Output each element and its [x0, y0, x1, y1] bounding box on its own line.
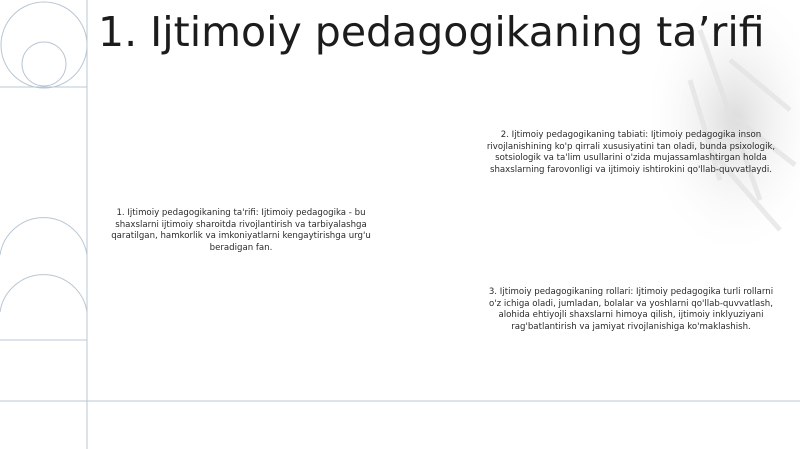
slide-title: 1. Ijtimoiy pedagogikaning ta’rifi	[98, 8, 765, 56]
text-block-definition: 1. Ijtimoiy pedagogikaning ta'rifi: Ijtimoiy pedagogika - bu shaxslarni ijtimoiy sharoitda rivojlantirish va tarbiyalashga qaratilgan, hamkorlik va imkoniyatlarni kengaytirishga urg'u beradigan fan.	[111, 208, 371, 253]
text-block-nature: 2. Ijtimoiy pedagogikaning tabiati: Ijtimoiy pedagogika inson rivojlanishining ko'p qirrali xususiyatini tan oladi, bunda psixologik, sotsiologik va ta'lim usullarini o'zida mujassamlashtirgan holda shaxslarning farovonligi va ijtimoiy ishtirokini qo'llab-quvvatlaydi.	[486, 130, 776, 175]
deco-circle-small	[22, 42, 66, 86]
text-block-roles: 3. Ijtimoiy pedagogikaning rollari: Ijtimoiy pedagogika turli rollarni o'z ichiga oladi, jumladan, bolalar va yoshlarni qo'llab-quvvatlash, alohida ehtiyojli shaxslarni himoya qilish, ijtimoiy inklyuziyani rag'batlantirish va jamiyat rivojlanishiga ko'maklashish.	[488, 287, 774, 332]
deco-arc-lower	[0, 275, 87, 312]
deco-arc-upper	[0, 218, 87, 255]
deco-circle-large	[1, 2, 87, 88]
